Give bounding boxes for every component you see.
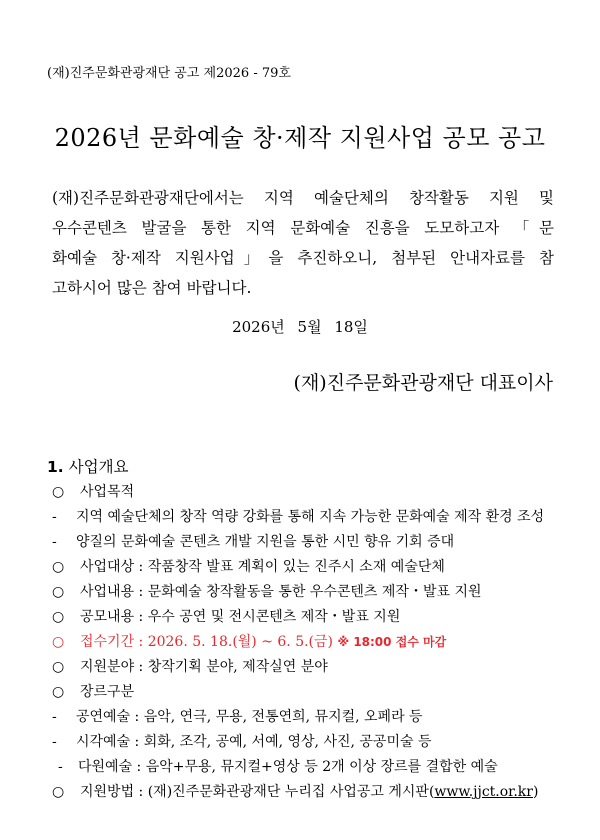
item-text: 양질의 문화예술 콘텐츠 개발 지원을 통한 시민 향유 기회 증대: [76, 534, 455, 550]
intro-line: (재)진주문화관광재단에서는 지역 예술단체의 창작활동 지원 및: [52, 189, 554, 207]
section-title: 사업개요: [68, 458, 129, 476]
list-item-genre-2: [52, 731, 431, 751]
dash-bullet: -: [52, 534, 57, 550]
item-text: 다원예술 : 음악+무용, 뮤지컬+영상 등 2개 이상 장르를 결합한 예술: [78, 759, 498, 775]
item-text: 사업내용 : 문화예술 창작활동을 통한 우수콘텐츠 제작・발표 지원: [80, 584, 482, 600]
circle-bullet: ○: [52, 484, 65, 500]
list-item-content: [52, 581, 482, 601]
signature: (재)진주문화관광재단 대표이사: [293, 372, 553, 394]
circle-bullet: ○: [52, 659, 65, 675]
list-item-genre-3: [58, 756, 498, 776]
item-text: 지역 예술단체의 창작 역량 강화를 통해 지속 가능한 문화예술 제작 환경 조성: [76, 509, 545, 525]
list-item-target: [52, 556, 445, 576]
dash-bullet: -: [58, 759, 63, 775]
item-text: 지원방법 : (재)진주문화관광재단 누리집 사업공고 게시판(: [80, 784, 435, 800]
dash-bullet: -: [52, 709, 57, 725]
item-text: 사업목적: [80, 484, 135, 500]
list-item-purpose-1: [52, 506, 544, 526]
list-item-genre-1: [52, 706, 423, 726]
list-item-purpose-2: [52, 531, 454, 551]
dash-bullet: -: [52, 509, 57, 525]
notice-date: 2026년 5월 18일: [232, 318, 368, 336]
list-item-genre: [52, 681, 134, 701]
item-text: 사업대상 : 작품창작 발표 계획이 있는 진주시 소재 예술단체: [80, 559, 445, 575]
website-link[interactable]: www.jjct.or.kr: [434, 784, 533, 800]
section-heading: [47, 455, 129, 477]
list-item-field: [52, 656, 328, 676]
circle-bullet: ○: [52, 559, 65, 575]
circle-bullet: ○: [52, 634, 65, 650]
circle-bullet: ○: [52, 609, 65, 625]
item-text: 공연예술 : 음악, 연극, 무용, 전통연희, 뮤지컬, 오페라 등: [76, 709, 423, 725]
circle-bullet: ○: [52, 584, 65, 600]
list-item-period: [52, 631, 446, 651]
intro-paragraph: [52, 183, 554, 303]
dash-bullet: -: [52, 734, 57, 750]
item-text: 장르구분: [80, 684, 135, 700]
item-text: 지원분야 : 창작기획 분야, 제작실연 분야: [80, 659, 328, 675]
intro-line: 고하시어 많은 참여 바랍니다.: [52, 279, 252, 297]
intro-line: 화예술 창·제작 지원사업」을 추진하오니, 첨부된 안내자료를 참: [52, 249, 554, 267]
item-text: ): [532, 784, 539, 800]
list-item-contest: [52, 606, 400, 626]
section-number: 1.: [47, 458, 64, 476]
page-title: 2026년 문화예술 창·제작 지원사업 공모 공고: [54, 124, 546, 152]
intro-line: 우수콘텐츠 발굴을 통한 지역 문화예술 진흥을 도모하고자 「문: [52, 219, 554, 237]
list-item-method: [52, 781, 538, 801]
notice-number: (재)진주문화관광재단 공고 제2026 - 79호: [47, 66, 291, 81]
item-text: 시각예술 : 회화, 조각, 공예, 서예, 영상, 사진, 공공미술 등: [76, 734, 432, 750]
deadline-note: ※ 18:00 접수 마감: [337, 635, 447, 649]
circle-bullet: ○: [52, 784, 65, 800]
circle-bullet: ○: [52, 684, 65, 700]
item-text: 접수기간 : 2026. 5. 18.(월) ~ 6. 5.(금): [80, 634, 334, 650]
item-text: 공모내용 : 우수 공연 및 전시콘텐츠 제작・발표 지원: [80, 609, 401, 625]
list-item-purpose: [52, 481, 134, 501]
